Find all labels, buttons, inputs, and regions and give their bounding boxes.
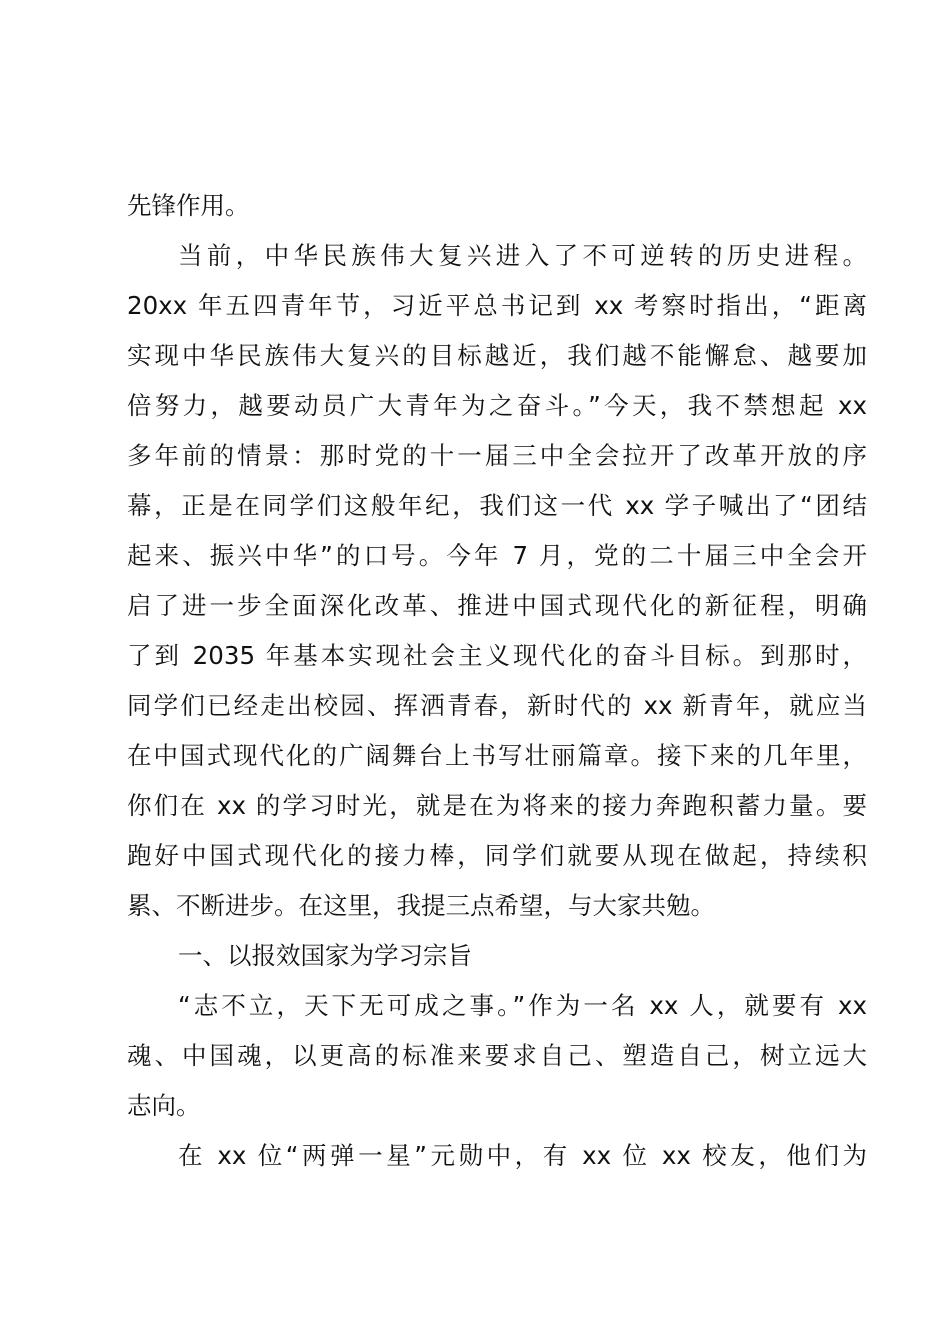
text-line-8: 起来、振兴中华”的口号。今年 7 月，党的二十届三中全会开 (127, 541, 867, 570)
text-line-5: 倍努力，越要动员广大青年为之奋斗。”今天，我不禁想起 xx (127, 391, 867, 420)
text-line-11: 同学们已经走出校园、挥洒青春，新时代的 xx 新青年，就应当 (127, 691, 867, 720)
text-line-12: 在中国式现代化的广阔舞台上书写壮丽篇章。接下来的几年里， (127, 741, 867, 770)
text-line-20: 在 xx 位“两弹一星”元勋中，有 xx 位 xx 校友，他们为 (178, 1141, 867, 1170)
text-line-6: 多年前的情景：那时党的十一届三中全会拉开了改革开放的序 (127, 441, 867, 470)
text-line-15: 累、不断进步。在这里，我提三点希望，与大家共勉。 (127, 891, 715, 920)
text-line-10: 了到 2035 年基本实现社会主义现代化的奋斗目标。到那时， (127, 641, 867, 670)
text-line-19: 志向。 (127, 1091, 201, 1120)
text-line-3: 20xx 年五四青年节，习近平总书记到 xx 考察时指出，“距离 (127, 291, 867, 320)
text-line-1: 先锋作用。 (127, 191, 250, 220)
text-line-4: 实现中华民族伟大复兴的目标越近，我们越不能懈怠、越要加 (127, 341, 867, 370)
text-line-14: 跑好中国式现代化的接力棒，同学们就要从现在做起，持续积 (127, 841, 867, 870)
text-line-18: 魂、中国魂，以更高的标准来要求自己、塑造自己，树立远大 (127, 1041, 867, 1070)
text-line-7: 幕，正是在同学们这般年纪，我们这一代 xx 学子喊出了“团结 (127, 491, 867, 520)
text-line-17: “志不立，天下无可成之事。”作为一名 xx 人，就要有 xx (178, 991, 867, 1020)
text-line-2: 当前，中华民族伟大复兴进入了不可逆转的历史进程。 (178, 241, 867, 270)
text-line-13: 你们在 xx 的学习时光，就是在为将来的接力奔跑积蓄力量。要 (127, 791, 867, 820)
text-line-9: 启了进一步全面深化改革、推进中国式现代化的新征程，明确 (127, 591, 867, 620)
section-heading: 一、以报效国家为学习宗旨 (178, 941, 472, 970)
